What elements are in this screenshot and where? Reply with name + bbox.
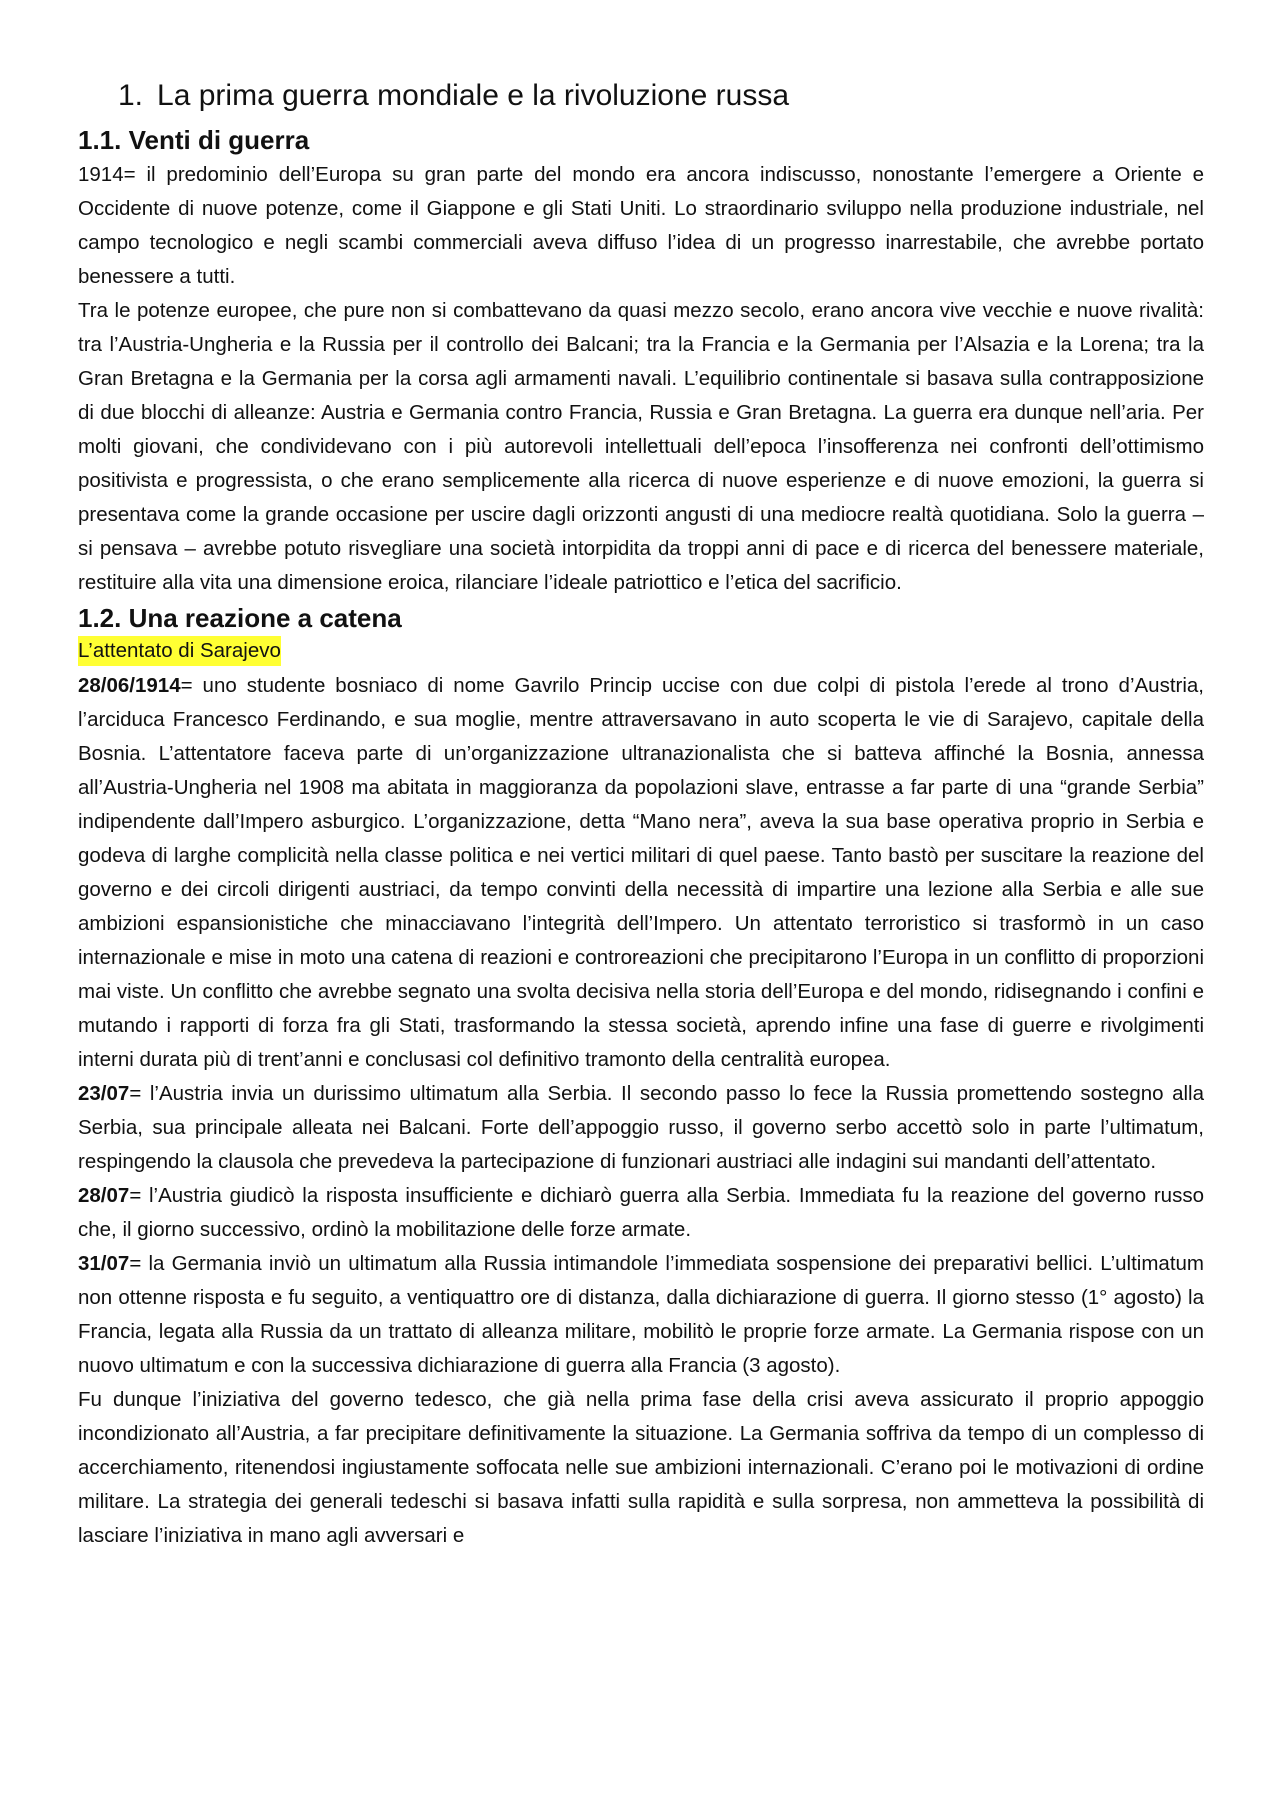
- entry-text: = uno studente bosniaco di nome Gavrilo Princip uccise con due colpi di pistola l’erede al trono d’Austria, l’arciduca Francesco Ferdinando, e sua moglie, mentre attraversavano in auto scoperta le vie di Sarajevo, capitale della Bosnia. L’attentatore faceva parte di un’organizzazione ultranazionalista che si batteva affinché la Bosnia, annessa all’Austria-Ungheria nel 1908 ma abitata in maggioranza da popolazioni slave, entrasse a far parte di una “grande Serbia” indipendente dall’Impero asburgico. L’organizzazione, detta “Mano nera”, aveva la sua base operativa proprio in Serbia e godeva di larghe complicità nella classe politica e nei vertici militari di quel paese. Tanto bastò per suscitare la reazione del governo e dei circoli dirigenti austriaci, da tempo convinti della necessità di impartire una lezione alla Serbia e alle sue ambizioni espansionistiche che minacciavano l’integrità dell’Impero. Un attentato terroristico si trasformò in un caso internazionale e mise in moto una catena di reazioni e controreazioni che precipitarono l’Europa in un conflitto di proporzioni mai viste. Un conflitto che avrebbe segnato una svolta decisiva nella storia dell’Europa e del mondo, ridisegnando i confini e mutando i rapporti di forza fra gli Stati, trasformando la stessa società, aprendo infine una fase di guerre e rivolgimenti interni durata più di trent’anni e conclusasi col definitivo tramonto della centralità europea.: [78, 674, 1204, 1071]
- entry-paragraph-23-07: [78, 1077, 1204, 1179]
- chapter-title-text: La prima guerra mondiale e la rivoluzione russa: [157, 79, 790, 112]
- entry-date: 23/07: [78, 1082, 130, 1105]
- paragraph-rivalita: Tra le potenze europee, che pure non si combattevano da quasi mezzo secolo, erano ancora vive vecchie e nuove rivalità: tra l’Austria-Ungheria e la Russia per il controllo dei Balcani; tra la Francia e la Germania per l’Alsazia e la Lorena; tra la Gran Bretagna e la Germania per la corsa agli armamenti navali. L’equilibrio continentale si basava sulla contrapposizione di due blocchi di alleanze: Austria e Germania contro Francia, Russia e Gran Bretagna. La guerra era dunque nell’aria. Per molti giovani, che condividevano con i più autorevoli intellettuali dell’epoca l’insofferenza nei confronti dell’ottimismo positivista e progressista, o che erano semplicemente alla ricerca di nuove esperienze e di nuove emozioni, la guerra si presentava come la grande occasione per uscire dagli orizzonti angusti di una mediocre realtà quotidiana. Solo la guerra – si pensava – avrebbe potuto risvegliare una società intorpidita da troppi anni di pace e di ricerca del benessere materiale, restituire alla vita una dimensione eroica, rilanciare l’ideale patriottico e l’etica del sacrificio.: [78, 299, 1204, 594]
- entry-date: 28/06/1914: [78, 674, 181, 697]
- entry-text: = l’Austria invia un durissimo ultimatum alla Serbia. Il secondo passo lo fece la Russia promettendo sostegno alla Serbia, sua principale alleata nei Balcani. Forte dell’appoggio russo, il governo serbo accettò solo in parte l’ultimatum, respingendo la clausola che prevedeva la partecipazione di funzionari austriaci alle indagini sui mandanti dell’attentato.: [78, 1082, 1204, 1173]
- entry-paragraph-28-06-1914: [78, 669, 1204, 1077]
- entry-paragraph-31-07: [78, 1247, 1204, 1383]
- entry-paragraph-28-07: [78, 1179, 1204, 1247]
- highlight-line: [78, 636, 1204, 669]
- chapter-title: [118, 76, 1204, 116]
- section-title-venti-di-guerra: 1.1. Venti di guerra: [78, 125, 310, 155]
- highlighted-subtitle-sarajevo: L’attentato di Sarajevo: [78, 636, 281, 666]
- chapter-number: 1.: [118, 79, 144, 112]
- section-title-reazione-a-catena: 1.2. Una reazione a catena: [78, 603, 402, 633]
- paragraph-iniziativa-tedesca: Fu dunque l’iniziativa del governo tedesco, che già nella prima fase della crisi aveva assicurato il proprio appoggio incondizionato all’Austria, a far precipitare definitivamente la situazione. La Germania soffriva da tempo di un complesso di accerchiamento, ritenendosi ingiustamente soffocata nelle sue ambizioni internazionali. C’erano poi le motivazioni di ordine militare. La strategia dei generali tedeschi si basava infatti sulla rapidità e sulla sorpresa, non ammetteva la possibilità di lasciare l’iniziativa in mano agli avversari e: [78, 1388, 1204, 1547]
- entry-date: 28/07: [78, 1184, 130, 1207]
- paragraph-1914: 1914= il predominio dell’Europa su gran parte del mondo era ancora indiscusso, nonostante l’emergere a Oriente e Occidente di nuove potenze, come il Giappone e gli Stati Uniti. Lo straordinario sviluppo nella produzione industriale, nel campo tecnologico e negli scambi commerciali aveva diffuso l’idea di un progresso inarrestabile, che avrebbe portato benessere a tutti.: [78, 163, 1204, 288]
- entry-text: = la Germania inviò un ultimatum alla Russia intimandole l’immediata sospensione dei preparativi bellici. L’ultimatum non ottenne risposta e fu seguito, a ventiquattro ore di distanza, dalla dichiarazione di guerra. Il giorno stesso (1° agosto) la Francia, legata alla Russia da un trattato di alleanza militare, mobilitò le proprie forze armate. La Germania rispose con un nuovo ultimatum e con la successiva dichiarazione di guerra alla Francia (3 agosto).: [78, 1252, 1204, 1377]
- entry-text: = l’Austria giudicò la risposta insufficiente e dichiarò guerra alla Serbia. Immediata fu la reazione del governo russo che, il giorno successivo, ordinò la mobilitazione delle forze armate.: [78, 1184, 1204, 1241]
- entry-date: 31/07: [78, 1252, 130, 1275]
